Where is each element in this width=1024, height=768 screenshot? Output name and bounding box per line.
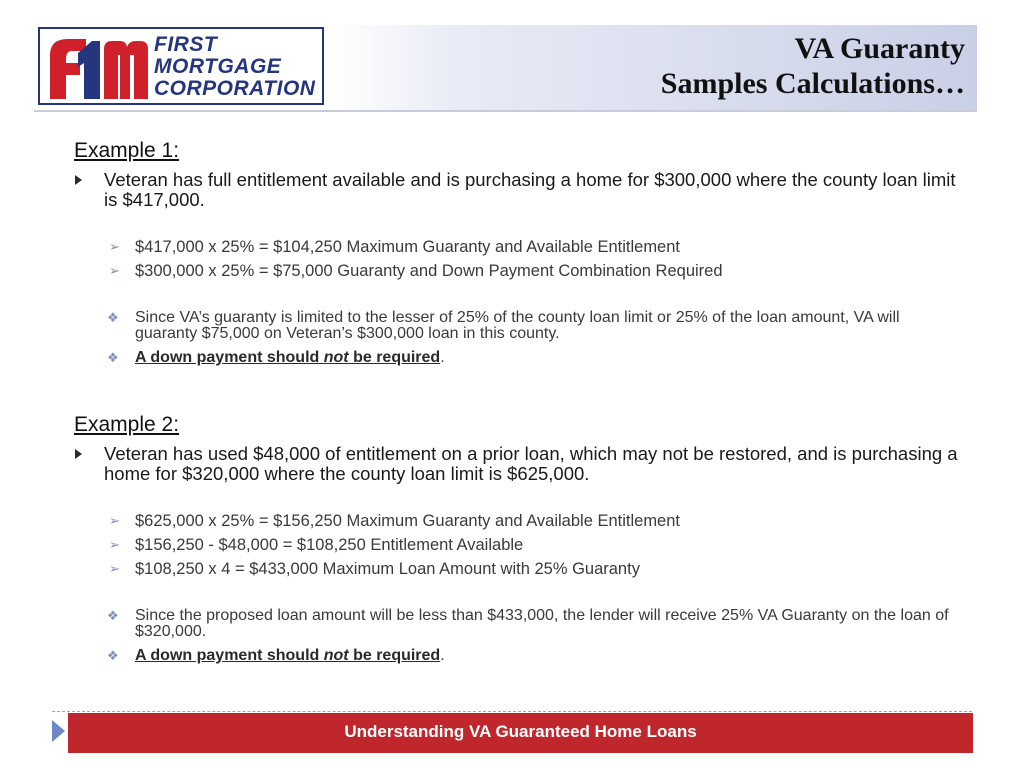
example2-calc-3	[74, 560, 964, 578]
example2-scenario	[74, 444, 964, 484]
conclusion-period: .	[440, 349, 445, 366]
conclusion-post: be required	[348, 349, 441, 366]
logo-wordmark	[154, 34, 315, 100]
example2-calc-2-text: $156,250 - $48,000 = $108,250 Entitlement Available	[135, 536, 524, 554]
footer-arrow-icon	[52, 720, 65, 742]
example2-calc-1-text: $625,000 x 25% = $156,250 Maximum Guaranty and Available Entitlement	[135, 512, 680, 530]
example2-calc-1	[74, 512, 964, 530]
diamond-bullet-icon: ❖	[107, 608, 119, 623]
arrow-bullet-icon: ➢	[109, 537, 120, 552]
diamond-bullet-icon: ❖	[107, 310, 119, 325]
example2-note-text: Since the proposed loan amount will be less than $433,000, the lender will receive 25% VA Guaranty on the loan of $320,000.	[135, 607, 949, 640]
example2-calc-3-text: $108,250 x 4 = $433,000 Maximum Loan Amount with 25% Guaranty	[135, 560, 640, 578]
company-logo	[38, 27, 324, 105]
example2-note	[74, 608, 964, 640]
logo-fm-mark-icon	[46, 33, 150, 101]
conclusion-pre: A down payment should	[135, 647, 324, 664]
slide-title-line2: Samples Calculations…	[660, 67, 965, 100]
example1-scenario	[74, 170, 964, 210]
example2-scenario-text: Veteran has used $48,000 of entitlement on a prior loan, which may not be restored, and is purchasing a home for $320,000 where the county loan limit is $625,000.	[104, 443, 958, 484]
example1-calc-1	[74, 238, 964, 256]
example1-scenario-text: Veteran has full entitlement available and is purchasing a home for $300,000 where the county loan limit is $417,000.	[104, 169, 956, 210]
logo-line-mortgage: MORTGAGE	[154, 55, 282, 78]
example1-heading: Example 1:	[74, 139, 180, 162]
example2-conclusion	[74, 648, 964, 664]
diamond-bullet-icon: ❖	[107, 350, 119, 365]
example1-calc-2	[74, 262, 964, 280]
example1-note	[74, 310, 964, 342]
arrow-bullet-icon: ➢	[109, 561, 120, 576]
conclusion-post: be required	[348, 647, 441, 664]
example1-conclusion-text	[135, 349, 440, 366]
slide-content	[74, 138, 964, 664]
triangle-bullet-icon	[75, 175, 82, 185]
example1-note-text: Since VA’s guaranty is limited to the lesser of 25% of the county loan limit or 25% of the loan amount, VA will guaranty $75,000 on Veteran’s $300,000 loan in this county.	[135, 309, 900, 342]
example1-conclusion	[74, 350, 964, 366]
example2-heading: Example 2:	[74, 413, 180, 436]
triangle-bullet-icon	[75, 449, 82, 459]
arrow-bullet-icon: ➢	[109, 239, 120, 254]
logo-line-first: FIRST	[154, 33, 218, 56]
arrow-bullet-icon: ➢	[109, 513, 120, 528]
footer-banner	[68, 713, 973, 753]
arrow-bullet-icon: ➢	[109, 263, 120, 278]
slide-title-line1: VA Guaranty	[794, 32, 965, 65]
example1-calc-2-text: $300,000 x 25% = $75,000 Guaranty and Down Payment Combination Required	[135, 262, 723, 280]
example2-conclusion-text	[135, 647, 440, 664]
diamond-bullet-icon: ❖	[107, 648, 119, 663]
conclusion-emphasis: not	[323, 647, 349, 664]
example2-calc-2	[74, 536, 964, 554]
conclusion-emphasis: not	[323, 349, 349, 366]
slide-header	[34, 25, 977, 112]
footer-divider	[52, 711, 972, 712]
footer-text: Understanding VA Guaranteed Home Loans	[344, 722, 697, 741]
example1-calc-1-text: $417,000 x 25% = $104,250 Maximum Guaranty and Available Entitlement	[135, 238, 680, 256]
conclusion-pre: A down payment should	[135, 349, 324, 366]
slide-title	[661, 31, 965, 101]
conclusion-period: .	[440, 647, 445, 664]
logo-line-corporation: CORPORATION	[154, 77, 316, 100]
